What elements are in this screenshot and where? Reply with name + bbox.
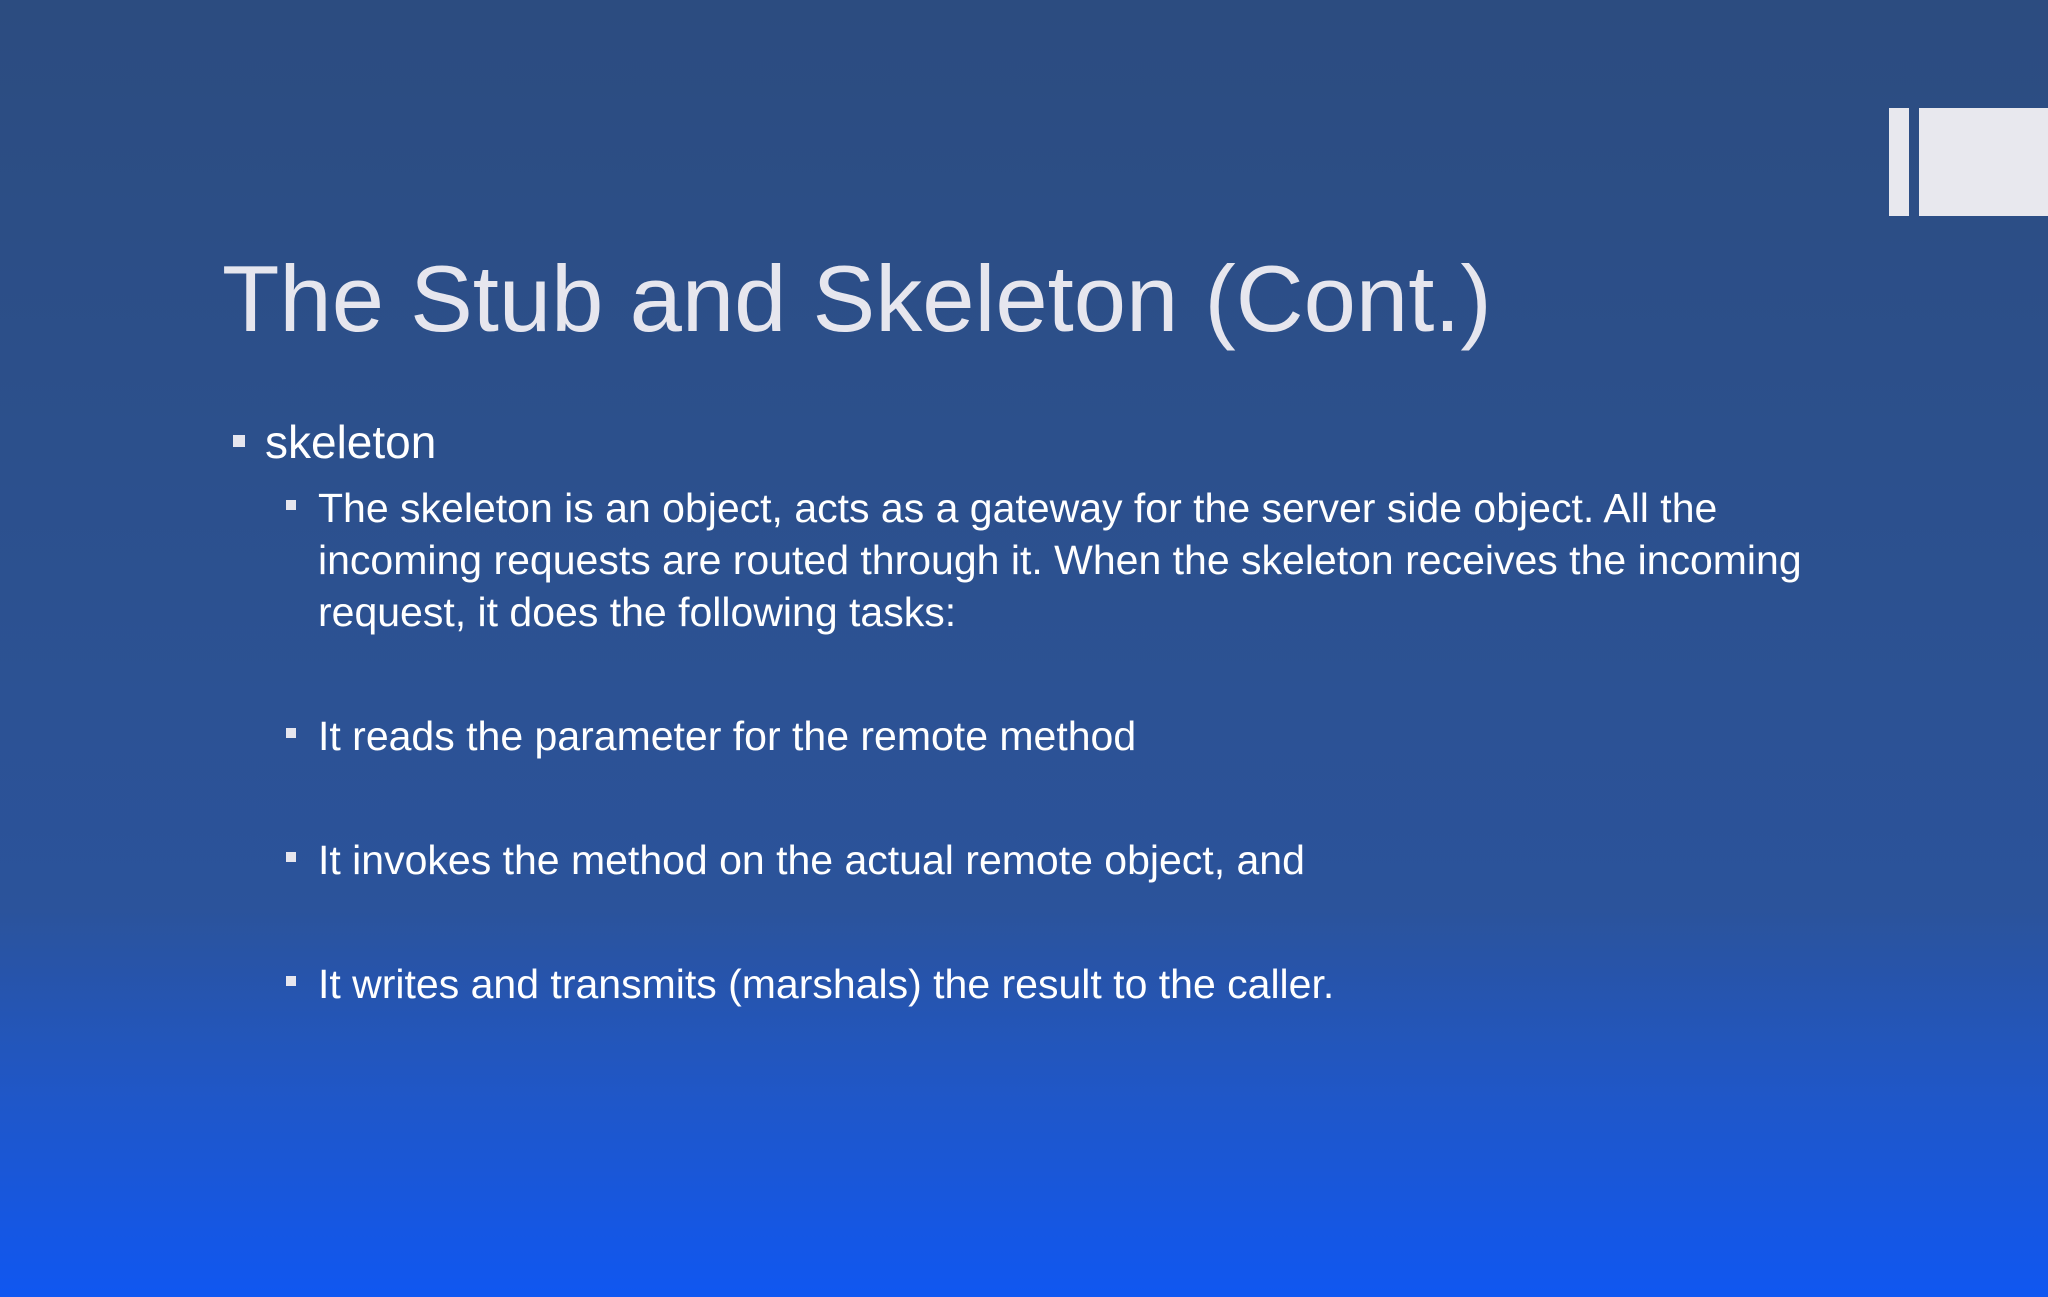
square-bullet-icon — [286, 852, 296, 862]
bullet-level2-reads-parameter — [286, 710, 1878, 762]
bullet-text: It writes and transmits (marshals) the result to the caller. — [318, 961, 1335, 1007]
bullet-text: It invokes the method on the actual remote object, and — [318, 837, 1305, 883]
square-bullet-icon — [286, 728, 296, 738]
square-bullet-icon — [233, 435, 245, 447]
bullet-level2-invokes-method — [286, 834, 1878, 886]
square-bullet-icon — [286, 500, 296, 510]
bullet-level2-description — [286, 482, 1878, 638]
slide-title: The Stub and Skeleton (Cont.) — [222, 246, 1492, 351]
bullet-text: It reads the parameter for the remote method — [318, 713, 1137, 759]
bullet-text: skeleton — [265, 416, 437, 468]
square-bullet-icon — [286, 976, 296, 986]
bullet-text: The skeleton is an object, acts as a gateway for the server side object. All the incoming requests are routed through it. When the skeleton receives the incoming request, it does the following tasks: — [318, 485, 1802, 635]
bullet-level2-writes-result — [286, 958, 1878, 1010]
bullet-level1-skeleton — [233, 415, 436, 469]
